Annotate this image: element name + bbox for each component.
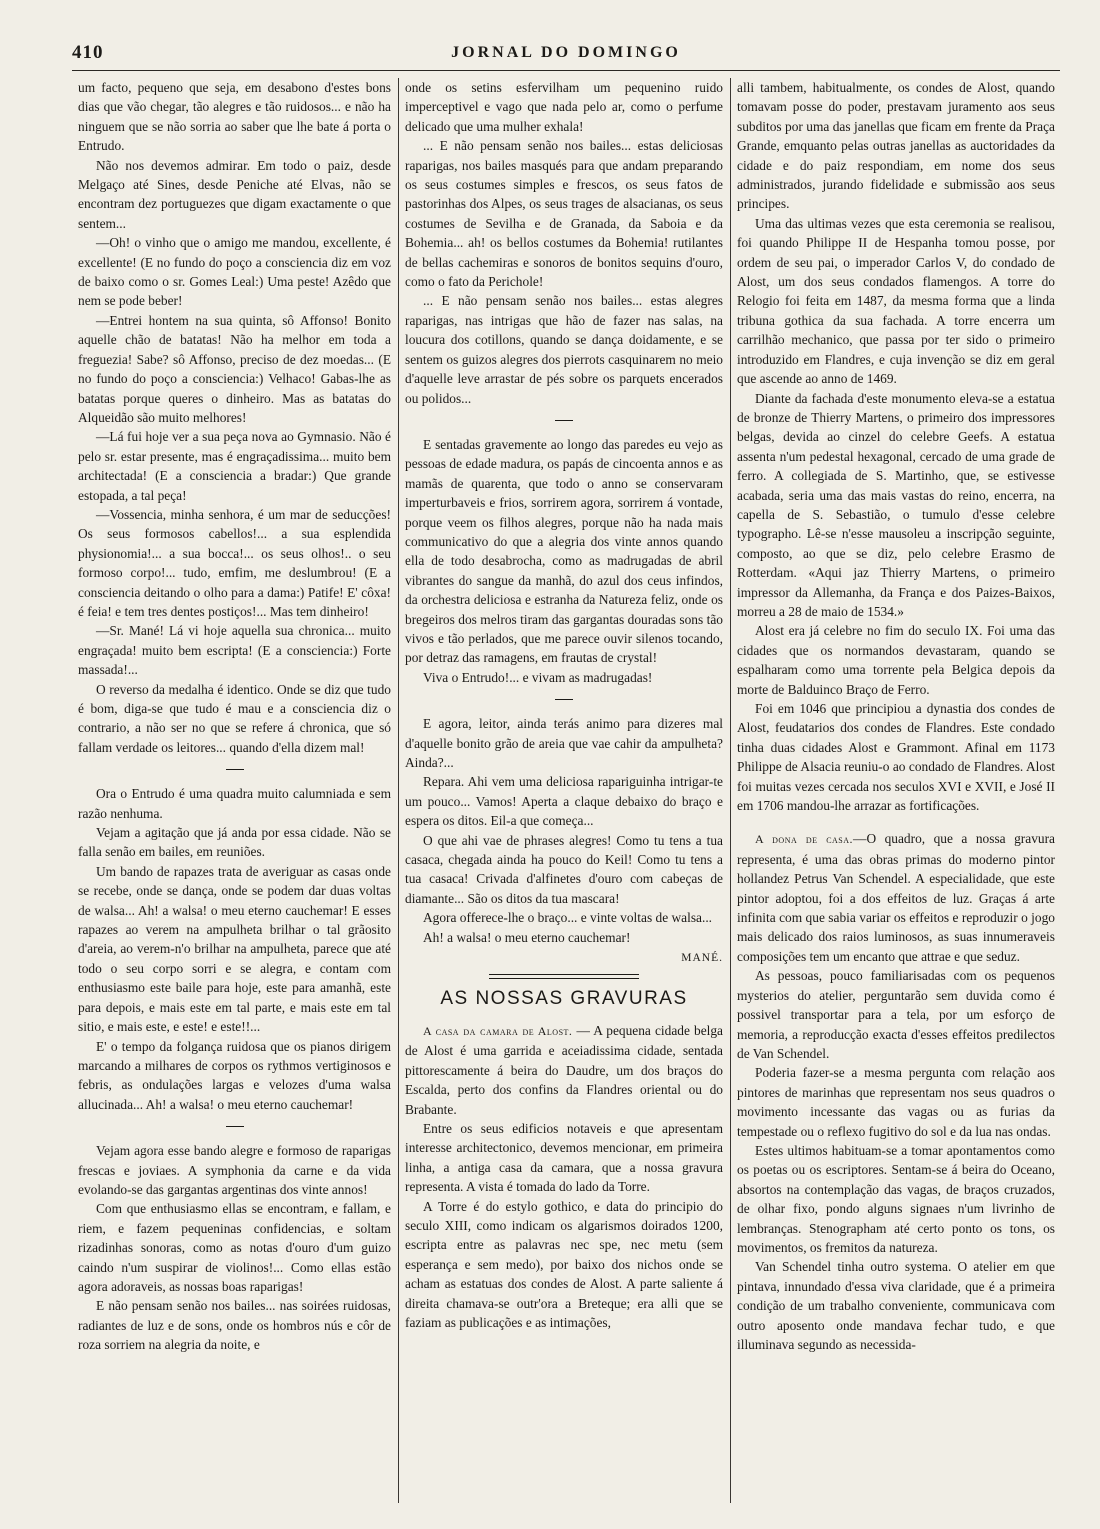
paragraph: Foi em 1046 que principiou a dynastia dos condes de Alost, feudatarios dos condes de Flandres. Este condado tinha duas cidades Alost e Grammont. Afinal em 1173 Philippe de Alsacia reuniu-o ao condado de Flandres. Alost foi muitas vezes cercada nos seculos XVI e XVII, e José II em 1706 mandou-lhe arrazar as fortificações.	[737, 701, 1055, 814]
paragraph: Van Schendel tinha outro systema. O atelier em que pintava, innundado d'essa viva claridade, que é a primeira condição de um trabalho conveniente, communicava com outro aposento onde mandava fechar tudo, e que illuminava segundo as necessida-	[737, 1259, 1055, 1352]
paragraph: E sentadas gravemente ao longo das paredes eu vejo as pessoas de edade madura, os papás de cincoenta annos e as mamãs de quarenta, que todo o anno se conservaram imperturbaveis e frios, sorrirem agora, sorrirem á vontade, porque veem os filhos alegres, porque não ha nada mais communicativo do que a alegria dos vinte annos quando ella de todo desabrocha, como as madrugadas de abril vibrantes do sangue da manhã, do azul dos ceus infindos, da orchestra deliciosa e estranha da Natureza feliz, onde os bregeiros dos melros tiram das gargantas douradas sons tão vivos e tão perlados, que me parece ouvir silenos tocando, por detraz das ramagens, em frautas de crystal!	[405, 436, 723, 666]
paragraph	[737, 829, 1055, 966]
paragraph: Agora offerece-lhe o braço... e vinte voltas de walsa...	[423, 910, 713, 926]
paragraph: ... E não pensam senão nos bailes... estas deliciosas raparigas, nos bailes masqués para que andam preparando os seus costumes simples e frescos, os seus fatos de pastorinhas dos Alpes, os seus trages de alsacianas, os seus costumes de Sevilha e de Granada, da Saboia e da Bohemia... ah! os bellos costumes da Bohemia! rutilantes de bellas cachemiras e sonoros de bonitos sequins d'ouro, como o fato da Perichole!	[405, 138, 723, 290]
section-separator	[226, 769, 244, 770]
column-rule	[730, 78, 731, 1503]
paragraph: Com que enthusiasmo ellas se encontram, e fallam, e riem, e fazem pequeninas confidencias, e soltam rizadinhas sonoras, como as notas d'ouro d'um guizo caindo n'um suspirar de violinos!... Como ellas estão agora adoraveis, as nossas boas raparigas!	[78, 1201, 391, 1294]
paragraph: Não nos devemos admirar. Em todo o paiz, desde Melgaço até Sines, desde Peniche até Elvas, não se encontram dez portuguezes que digam exactamente o que sentem...	[78, 157, 391, 231]
ornamental-rule	[489, 974, 639, 979]
section-separator	[555, 420, 573, 421]
paragraph: alli tambem, habitualmente, os condes de Alost, quando tomavam posse do poder, prestavam juramento aos seus subditos por uma das janellas que ficam em frente da Praça Grande, emquanto pelas outras janellas as auctoridades da cidade e do paiz respondiam, em nome dos seus administrados, jurando fidelidade e submissão aos seus principes.	[737, 80, 1055, 212]
article-text: —O quadro, que a nossa gravura representa, é uma das obras primas do moderno pintor hollandez Petrus Van Schendel. A especialidade, que este pintor adoptou, foi a dos effeitos de luz. Graças á arte infinita com que sabia variar os effeitos e reproduzir o jogo mais delicado dos raios luminosos, as suas innumeraveis composições tem um encanto que attrae e que seduz.	[737, 831, 1055, 964]
paragraph: E agora, leitor, ainda terás animo para dizeres mal d'aquelle bonito grão de areia que vae cahir da ampulheta? Ainda?...	[405, 716, 723, 770]
paragraph: Ah! a walsa! o meu eterno cauchemar!	[423, 929, 631, 945]
paragraph: Entre os seus edificios notaveis e que apresentam interesse architectonico, devemos mencionar, em primeira linha, a antiga casa da camara, que a nossa gravura representa. A vista é tomada do lado da Torre.	[405, 1120, 723, 1195]
column-rule	[398, 78, 399, 1503]
paragraph: O que ahi vae de phrases alegres! Como tu tens a tua casaca, chegada ainda ha pouco do Keil! Como tu tens a tua casaca! Crivada d'alfinetes d'ouro com cabeças de diamante... São os ditos da tua mascara!	[405, 832, 723, 906]
paragraph: —Vossencia, minha senhora, é um mar de seducções! Os seus formosos cabellos!... a sua esplendida physionomia!... a sua bocca!... os seus olhos!.. o seu formoso corpo!... tudo, emfim, me deslumbrou! (E a consciencia deitando o olho para a dama:) Patife! E' côxa! é feia! e tem tres dentes postiços!... Mas tem dinheiro!	[78, 506, 391, 619]
paragraph: Um bando de rapazes trata de averiguar as casas onde se recebe, onde se dança, onde se podem dar duas voltas de walsa... Ah! a walsa! o meu eterno cauchemar! E esses rapazes ao verem na ampulheta brilhar o tal grãosito d'areia, ao verem-n'o brilhar na ampulheta, parece que até todo o seu corpo sorri e se alegra, e contam com enthusiasmo este baile para hoje, este para amanhã, este para depois, e mais este em tal parte, e mais este em tal sitio, e mais este, e este! e este!!...	[78, 863, 391, 1035]
page-header	[72, 42, 1060, 71]
paragraph: Alost era já celebre no fim do seculo IX. Foi uma das cidades que os normandos devastaram, quando se espalharam como uma torrente pela Belgica depois da morte de Balduinco Braço de Ferro.	[737, 623, 1055, 697]
paragraph: A Torre é do estylo gothico, e data do principio do seculo XIII, como indicam os algarismos doirados 1200, escripta entre as palavras nec spe, nec metu (sem esperança e sem medo), por baixo dos nichos onde se acham as estatuas dos condes de Alost. A parte saliente á direita chamava-se outr'ora a Breteque; era alli que se faziam as publicações e as intimações,	[405, 1198, 723, 1330]
paragraph	[405, 1021, 723, 1119]
column-2	[405, 78, 723, 1503]
journal-title: JORNAL DO DOMINGO	[451, 44, 681, 61]
paragraph: um facto, pequeno que seja, em desabono d'estes bons dias que vão chegar, tão alegres e tão ruidosos... e não ha ninguem que se não sorria ao saber que lhe bate á porta o Entrudo.	[78, 80, 391, 154]
paragraph: Viva o Entrudo!... e vivam as madrugadas!	[423, 669, 653, 685]
paragraph: E' o tempo da folgança ruidosa que os pianos dirigem marcando a milhares de corpos os rythmos vertiginosos e febris, as ondulações largas e velozes d'uma walsa allucinada... Ah! a walsa! o meu eterno cauchemar!	[78, 1038, 391, 1112]
paragraph: Repara. Ahi vem uma deliciosa rapariguinha intrigar-te um pouco... Vamos! Aperta a claque debaixo do braço e espera os ditos. Eil-a que começa...	[405, 774, 723, 829]
page-number: 410	[72, 42, 104, 63]
paragraph: —Sr. Mané! Lá vi hoje aquella sua chronica... muito engraçada! muito bem escripta! (E a consciencia:) Forte massada!...	[78, 623, 391, 678]
author-signature: MANÉ.	[681, 952, 723, 965]
article-lead: A casa da camara de Alost.	[423, 1023, 573, 1038]
article-text: — A pequena cidade belga de Alost é uma garrida e aceiadissima cidade, sentada pittorescamente á beira do Daudre, um dos braços do Escalda, perto dos confins da Flandres oriental ou do Brabante.	[405, 1022, 723, 1117]
paragraph: Estes ultimos habituam-se a tomar apontamentos como os poetas ou os escriptores. Sentam-se á beira do Oceano, absortos na contemplação das vagas, de braços cruzados, de olhar fixo, pondo alguns signaes n'um livrinho de lembranças. Stenographam até certo ponto os tons, os movimentos, os fremitos da natureza.	[737, 1142, 1055, 1255]
paragraph: Diante da fachada d'este monumento eleva-se a estatua de bronze de Thierry Martens, o primeiro dos impressores belgas, devida ao cinzel do celebre Geefs. A estatua assenta n'um pedestal hexagonal, cercado de uma grade de ferro. A collegiada de S. Martinho, que, se estivesse acabada, seria uma das mais vastas do reino, encerra, na capella de S. Sebastião, o tumulo d'esse celebre typographo. Lê-se n'esse mausoleu a inscripção seguinte, composto, ao que se diz, pelo celebre Erasmo de Rotterdam. «Aqui jaz Thierry Martens, o primeiro impressor da Allemanha, da França e dos Paizes-Baixos, morreu a 28 de maio de 1534.»	[737, 390, 1055, 619]
paragraph: ... E não pensam senão nos bailes... estas alegres raparigas, nas intrigas que hão de fazer nas salas, na loucura dos cotillons, quando se dança doidamente, e se sentem os guizos alegres dos pierrots casquinarem no meio d'aquelle leve arrastar de pés sobre os parquets encerados ou polidos...	[405, 293, 723, 406]
paragraph: Uma das ultimas vezes que esta ceremonia se realisou, foi quando Philippe II de Hespanha tomou posse, por ordem de seu pai, o imperador Carlos V, do condado de Alost, um dos seus condados flamengos. A torre do Relogio foi feita em 1487, da mesma forma que a linda tribuna gothica da sua fachada. A torre encerra um carrilhão mechanico, que passa por ter sido o primeiro introduzido em Flandres, e cuja invenção se diz em geral que ascende ao anno de 1469.	[737, 215, 1055, 387]
paragraph: onde os setins esfervilham um pequenino ruido imperceptivel e vago que nada pelo ar, como o perfume delicado que uma mulher exhala!	[405, 80, 723, 134]
paragraph: E não pensam senão nos bailes... nas soirées ruidosas, radiantes de luz e de sons, onde os hombros nús e côr de roza sorriem na alegria da noite, e	[78, 1298, 391, 1353]
paragraph: Poderia fazer-se a mesma pergunta com relação aos pintores de marinhas que representam nos seus quadros o movimento incessante das vagas ou as furias da tempestade ou o reflexo fugitivo do sol e da lua nas ondas.	[737, 1065, 1055, 1139]
spacer	[737, 815, 1055, 829]
paragraph: —Oh! o vinho que o amigo me mandou, excellente, é excellente! (E no fundo do poço a consciencia diz em voz de baixo como o sr. Gomes Leal:) Uma peste! Azêdo que nem se pode beber!	[78, 235, 391, 309]
paragraph: Ora o Entrudo é uma quadra muito calumniada e sem razão nenhuma.	[78, 786, 391, 821]
section-separator	[226, 1126, 244, 1127]
paragraph: As pessoas, pouco familiarisadas com os pequenos mysterios do atelier, perguntarão sem duvida como é possivel transportar para a tela, por um esforço de memoria, a reproducção exacta d'esses effeitos predilectos de Van Schendel.	[737, 968, 1055, 1061]
column-3	[737, 78, 1055, 1503]
paragraph: —Entrei hontem na sua quinta, sô Affonso! Bonito aquelle chão de batatas! Não ha melhor em toda a freguezia! Sabe? sô Affonso, preciso de dez moedas... (E no fundo do poço a consciencia:) Velhaco! Gabas-lhe as batatas porque queres o dinheiro. Mas as batatas do Alqueidão são muito melhores!	[78, 312, 391, 425]
paragraph: —Lá fui hoje ver a sua peça nova ao Gymnasio. Não é pelo sr. estar presente, mas é engraçadissima... muito bem architectada! (E a consciencia a bradar:) Que grande estopada, a tal peça!	[78, 429, 391, 503]
paragraph: Vejam a agitação que já anda por essa cidade. Não se falla senão em bailes, em reuniões.	[78, 825, 391, 860]
section-separator	[555, 699, 573, 700]
column-1	[78, 78, 391, 1503]
section-title: AS NOSSAS GRAVURAS	[440, 988, 688, 1010]
article-lead: A dona de casa.	[755, 832, 854, 847]
paragraph: Vejam agora esse bando alegre e formoso de raparigas frescas e joviaes. A symphonia da carne e da vida evolando-se das gargantas argentinas dos vinte annos!	[78, 1143, 391, 1197]
paragraph: O reverso da medalha é identico. Onde se diz que tudo é bom, diga-se que tudo é mau e a consciencia diz o contrario, a não ser no que se refere á chronica, que só fallam verdade os leitores... quando d'ella dizem mal!	[78, 681, 391, 755]
